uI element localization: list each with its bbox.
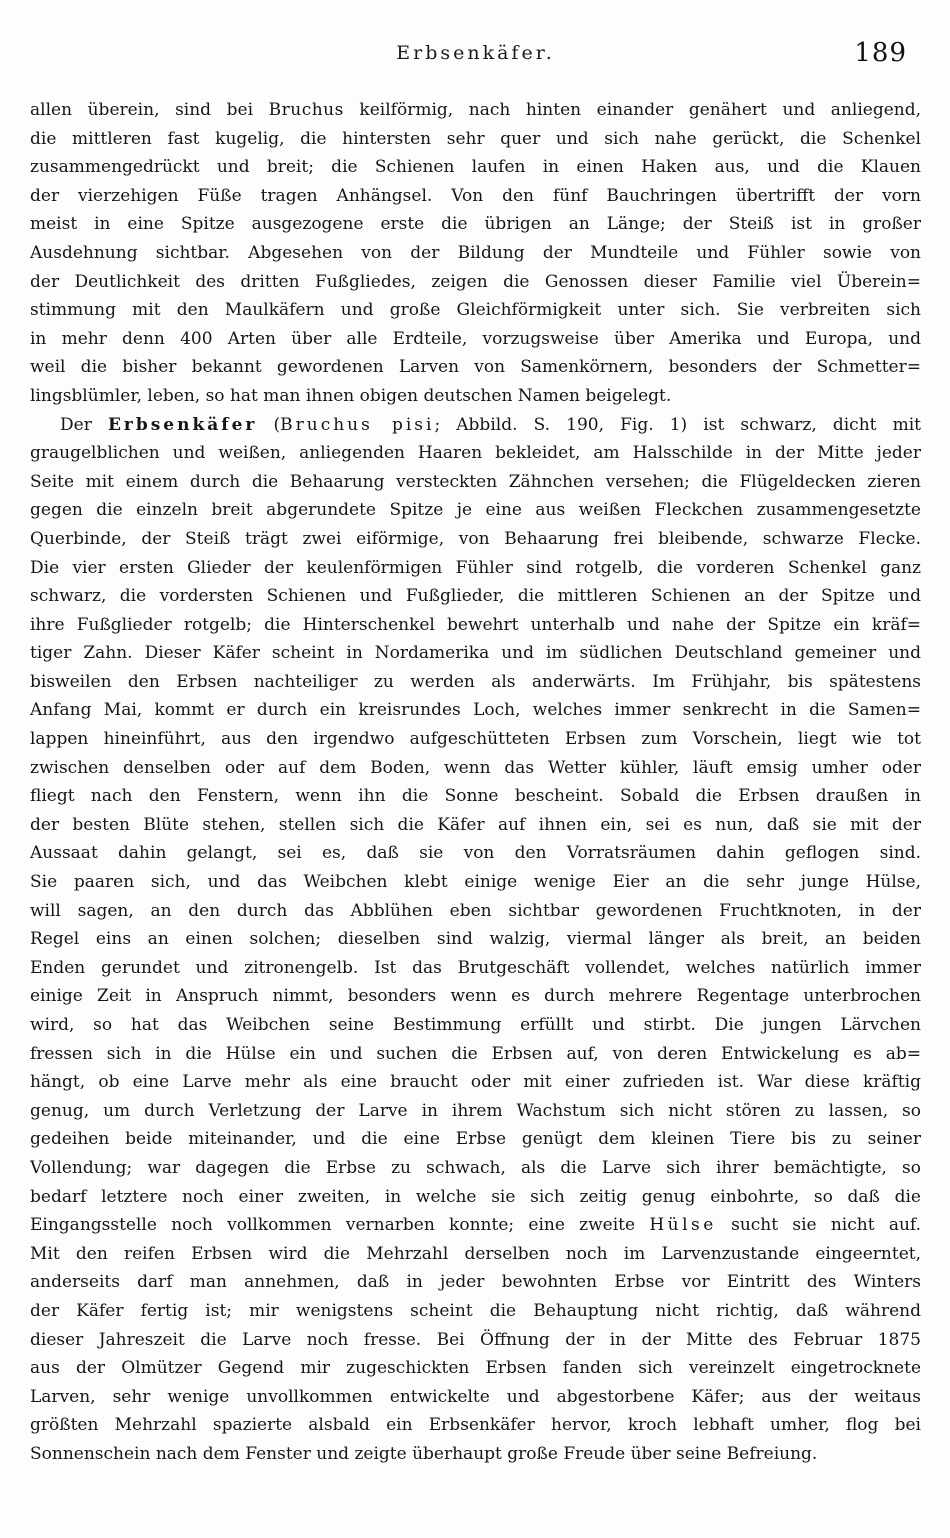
page-number: 189 — [854, 38, 907, 68]
text-line — [30, 696, 921, 725]
text-segment: der vierzehigen Füße tragen Anhängsel. Von den fünf Bauchringen übertrifft der vorn — [30, 185, 921, 206]
text-line — [30, 811, 921, 840]
text-line — [30, 925, 921, 954]
text-line — [30, 468, 921, 497]
text-line — [30, 982, 921, 1011]
text-segment: Enden gerundet und zitronengelb. Ist das Brutgeschäft vollendet, welches natürlich immer — [30, 957, 921, 978]
text-line — [30, 611, 921, 640]
text-segment: gegen die einzeln breit abgerundete Spitze je eine aus weißen Fleckchen zusammengesetzte — [30, 500, 921, 521]
page-header — [30, 38, 921, 76]
text-segment: lappen hineinführt, aus den irgendwo aufgeschütteten Erbsen zum Vorschein, liegt wie tot — [30, 729, 921, 750]
text-line — [30, 839, 921, 868]
text-segment: wird, so hat das Weibchen seine Bestimmung erfüllt und stirbt. Die jungen Lärvchen — [30, 1015, 921, 1035]
text-segment: keilförmig, nach hinten einander genähert und anliegend, — [343, 100, 921, 120]
page-body — [30, 96, 921, 1469]
paragraph-anatomy-description — [30, 96, 921, 411]
text-segment: in mehr denn 400 Arten über alle Erdteile, vorzugsweise über Amerika und Europa, und — [30, 328, 921, 349]
text-line — [30, 954, 921, 983]
text-line — [30, 125, 921, 154]
text-line — [30, 1297, 921, 1326]
text-segment: bisweilen den Erbsen nachteiliger zu werden als anderwärts. Im Frühjahr, bis spätestens — [30, 671, 921, 692]
text-segment: sucht sie nicht auf. — [716, 1215, 921, 1236]
text-segment: stimmung mit den Maulkäfern und große Gleichförmigkeit unter sich. Sie verbreiten sich — [30, 300, 921, 321]
text-line — [30, 639, 921, 668]
text-line — [30, 1125, 921, 1154]
text-line — [30, 1068, 921, 1097]
text-segment: meist in eine Spitze ausgezogene erste die übrigen an Länge; der Steiß ist in großer — [30, 214, 921, 235]
text-segment: fliegt nach den Fenstern, wenn ihn die Sonne bescheint. Sobald die Erbsen draußen in — [30, 786, 921, 807]
text-segment: graugelblichen und weißen, anliegenden Haaren bekleidet, am Halsschilde in der Mitte jeder — [30, 443, 921, 464]
text-segment: allen überein, sind bei — [30, 100, 269, 120]
text-line — [30, 496, 921, 525]
text-segment: gedeihen beide miteinander, und die eine Erbse genügt dem kleinen Tiere bis zu seiner — [30, 1129, 921, 1150]
text-segment: Vollendung; war dagegen die Erbse zu schwach, als die Larve sich ihrer bemächtigte, so — [30, 1157, 921, 1178]
text-segment: Mit den reifen Erbsen wird die Mehrzahl derselben noch im Larvenzustande eingeerntet, — [30, 1243, 921, 1264]
text-line — [30, 868, 921, 897]
text-line — [30, 1411, 921, 1440]
text-segment: Regel eins an einen solchen; dieselben sind walzig, viermal länger als breit, an beiden — [30, 929, 921, 950]
text-segment: Querbinde, der Steiß trägt zwei eiförmige, von Behaarung frei bleibende, schwarze Flecke. — [30, 528, 921, 549]
text-line — [30, 239, 921, 268]
text-line — [30, 1326, 921, 1355]
text-segment: fressen sich in die Hülse ein und suchen die Erbsen auf, von deren Entwickelung es ab= — [30, 1043, 921, 1064]
running-title: Erbsenkäfer. — [396, 42, 555, 64]
text-segment: weil die bisher bekannt gewordenen Larven von Samenkörnern, besonders der Schmetter= — [30, 357, 921, 378]
text-segment: zwischen denselben oder auf dem Boden, wenn das Wetter kühler, läuft emsig umher oder — [30, 757, 921, 778]
text-segment: anderseits darf man annehmen, daß in jeder bewohnten Erbse vor Eintritt des Winters — [30, 1272, 921, 1293]
text-segment: der Deutlichkeit des dritten Fußgliedes, zeigen die Genossen dieser Familie viel Überein= — [30, 271, 921, 292]
text-segment: Die vier ersten Glieder der keulenförmigen Fühler sind rotgelb, die vorderen Schenkel ganz — [30, 557, 921, 578]
text-segment: tiger Zahn. Dieser Käfer scheint in Nordamerika und im südlichen Deutschland gemeiner und — [30, 643, 921, 664]
text-segment: die mittleren fast kugelig, die hintersten sehr quer und sich nahe gerückt, die Schenkel — [30, 128, 921, 149]
text-segment: Aussaat dahin gelangt, sei es, daß sie von den Vorratsräumen dahin geflogen sind. — [30, 843, 921, 864]
text-segment: der Käfer fertig ist; mir wenigstens scheint die Behauptung nicht richtig, daß während — [30, 1300, 921, 1321]
text-segment: will sagen, an den durch das Abblühen eben sichtbar gewordenen Fruchtknoten, in der — [30, 900, 921, 921]
text-line — [30, 1383, 921, 1412]
text-line — [30, 754, 921, 783]
text-segment: Seite mit einem durch die Behaarung versteckten Zähnchen versehen; die Flügeldecken zieren — [30, 471, 921, 492]
text-segment: Anfang Mai, kommt er durch ein kreisrundes Loch, welches immer senkrecht in die Samen= — [30, 700, 921, 721]
text-line — [30, 782, 921, 811]
text-segment: Hülse — [649, 1215, 717, 1236]
text-segment: ; Abbild. S. 190, Fig. 1) ist schwarz, dicht mit — [434, 414, 921, 435]
text-segment: der besten Blüte stehen, stellen sich die Käfer auf ihnen ein, sei es nun, daß sie mit der — [30, 814, 921, 835]
text-line — [30, 525, 921, 554]
text-segment: dieser Jahreszeit die Larve noch fresse. Bei Öffnung der in der Mitte des Februar 1875 — [30, 1329, 921, 1350]
text-line — [30, 1011, 921, 1040]
text-line — [30, 1268, 921, 1297]
text-segment: Der — [60, 414, 108, 435]
text-line — [30, 96, 921, 125]
text-segment: Larven, sehr wenige unvollkommen entwickelte und abgestorbene Käfer; aus der weitaus — [30, 1386, 921, 1407]
text-segment: schwarz, die vordersten Schienen und Fußglieder, die mittleren Schienen an der Spitze und — [30, 586, 921, 607]
text-segment: Eingangsstelle noch vollkommen vernarben konnte; eine zweite — [30, 1215, 650, 1236]
text-line — [30, 1211, 921, 1240]
text-line — [30, 1183, 921, 1212]
text-segment: hängt, ob eine Larve mehr als eine braucht oder mit einer zufrieden ist. War diese kräftig — [30, 1072, 921, 1093]
text-segment: genug, um durch Verletzung der Larve in ihrem Wachstum sich nicht stören zu lassen, so — [30, 1100, 921, 1121]
text-line — [30, 382, 921, 411]
text-line — [30, 296, 921, 325]
text-segment: Bruchus pisi — [280, 414, 435, 435]
text-line — [30, 182, 921, 211]
text-segment: zusammengedrückt und breit; die Schienen laufen in einen Haken aus, und die Klauen — [30, 157, 921, 178]
text-segment: Ausdehnung sichtbar. Abgesehen von der Bildung der Mundteile und Fühler sowie von — [30, 242, 921, 263]
text-line — [30, 1240, 921, 1269]
text-line — [30, 582, 921, 611]
text-segment: einige Zeit in Anspruch nimmt, besonders wenn es durch mehrere Regentage unterbrochen — [30, 986, 921, 1007]
text-line — [30, 554, 921, 583]
text-line — [30, 411, 921, 440]
text-line — [30, 439, 921, 468]
text-segment: bedarf letztere noch einer zweiten, in welche sie sich zeitig genug einbohrte, so daß die — [30, 1186, 921, 1207]
text-line — [30, 668, 921, 697]
text-line — [30, 153, 921, 182]
text-line — [30, 210, 921, 239]
text-line — [30, 325, 921, 354]
text-segment: größten Mehrzahl spazierte alsbald ein Erbsenkäfer hervor, kroch lebhaft umher, flog bei — [30, 1415, 921, 1436]
text-line — [30, 1354, 921, 1383]
text-segment: Sonnenschein nach dem Fenster und zeigte überhaupt große Freude über seine Befreiung. — [30, 1443, 818, 1464]
text-segment: ( — [257, 414, 281, 435]
text-line — [30, 353, 921, 382]
text-segment: Erbsenkäfer — [107, 414, 258, 435]
text-segment: aus der Olmützer Gegend mir zugeschickten Erbsen fanden sich vereinzelt eingetrocknete — [30, 1358, 921, 1379]
text-segment: ihre Fußglieder rotgelb; die Hinterschenkel bewehrt unterhalb und nahe der Spitze ein kräf= — [30, 614, 921, 635]
text-line — [30, 268, 921, 297]
text-line — [30, 897, 921, 926]
text-line — [30, 725, 921, 754]
text-segment: lingsblümler, leben, so hat man ihnen obigen deutschen Namen beigelegt. — [30, 385, 672, 406]
text-line — [30, 1097, 921, 1126]
text-segment: Sie paaren sich, und das Weibchen klebt einige wenige Eier an die sehr junge Hülse, — [30, 872, 921, 893]
text-line — [30, 1154, 921, 1183]
text-line — [30, 1440, 921, 1469]
text-line — [30, 1040, 921, 1069]
paragraph-erbsenkaefer-description — [30, 411, 921, 1469]
text-segment: Bruchus — [268, 100, 344, 120]
